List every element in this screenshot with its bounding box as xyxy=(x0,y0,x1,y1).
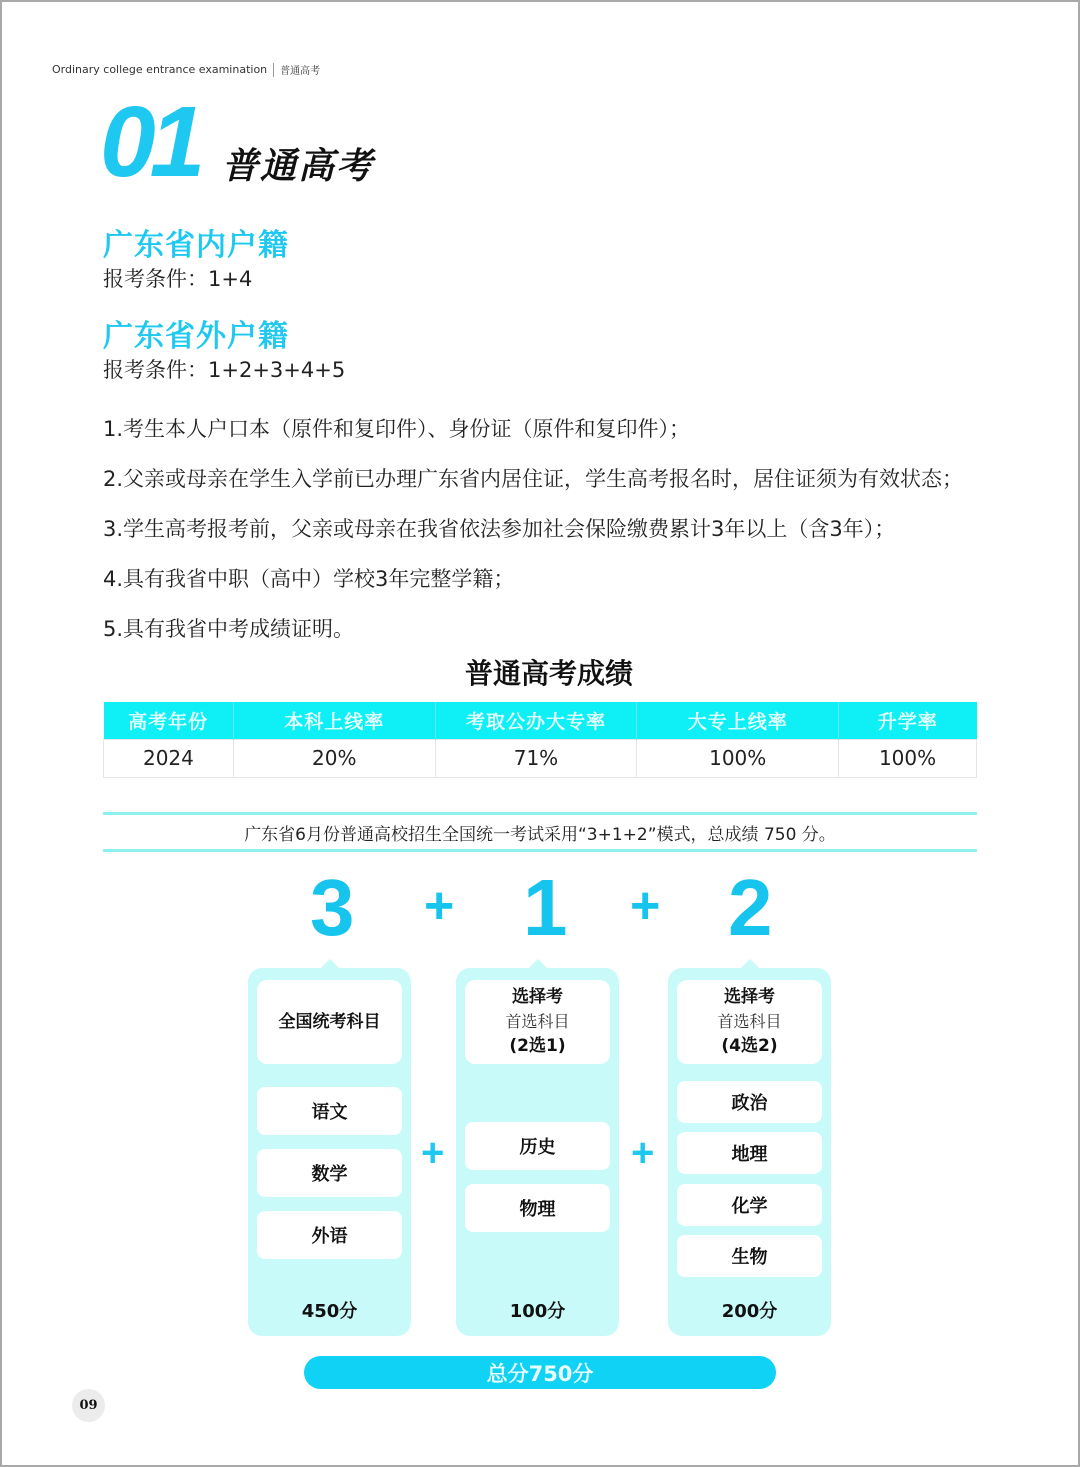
plus-icon: + xyxy=(631,1131,655,1175)
running-head-divider xyxy=(273,63,274,77)
cell-undergrad-rate: 20% xyxy=(233,739,435,777)
subject-chemistry: 化学 xyxy=(677,1184,822,1226)
running-head-chinese: 普通高考 xyxy=(280,66,321,77)
column-head-subtitle: 首选科目 xyxy=(717,1012,782,1031)
chapter-title: 普通高考 xyxy=(222,146,375,187)
section-heading-local-hukou: 广东省内户籍 xyxy=(103,228,289,263)
formula-plus-icon: + xyxy=(630,877,661,935)
cell-college-rate: 100% xyxy=(637,739,839,777)
total-score-bar xyxy=(304,1356,776,1389)
requirement-item: 2.父亲或母亲在学生入学前已办理广东省内居住证，学生高考报名时，居住证须为有效状态； xyxy=(103,467,964,491)
formula-digit-1: 1 xyxy=(523,863,568,952)
table-row xyxy=(104,739,977,777)
subject-foreign-language: 外语 xyxy=(257,1211,402,1259)
header-college-rate: 大专上线率 xyxy=(637,702,839,739)
subject-history: 历史 xyxy=(465,1122,610,1170)
column-score: 100分 xyxy=(509,1301,566,1322)
exam-mode-text: 广东省6月份普通高校招生全国统一考试采用“3+1+2”模式，总成绩 750 分。 xyxy=(244,824,836,845)
header-undergrad-rate: 本科上线率 xyxy=(233,702,435,739)
subject-biology: 生物 xyxy=(677,1235,822,1277)
header-exam-year: 高考年份 xyxy=(104,702,234,739)
column-score: 200分 xyxy=(721,1301,778,1322)
scores-table-title: 普通高考成绩 xyxy=(464,657,633,690)
running-head-english: Ordinary college entrance examination xyxy=(52,63,268,76)
cell-year: 2024 xyxy=(104,739,234,777)
plus-icon: + xyxy=(421,1131,445,1175)
column-head-card xyxy=(677,980,822,1064)
header-public-college-rate: 考取公办大专率 xyxy=(435,702,637,739)
column-head-card xyxy=(257,980,402,1064)
subject-physics: 物理 xyxy=(465,1184,610,1232)
column-national-subjects xyxy=(248,968,411,1336)
column-head-title: 全国统考科目 xyxy=(278,1011,381,1032)
column-head-title: 选择考 xyxy=(724,987,775,1007)
requirement-item: 3.学生高考报考前，父亲或母亲在我省依法参加社会保险缴费累计3年以上（含3年）； xyxy=(103,517,896,541)
scores-table xyxy=(103,702,977,778)
subject-politics: 政治 xyxy=(677,1081,822,1123)
header-admission-rate: 升学率 xyxy=(839,702,977,739)
formula-digit-2: 2 xyxy=(728,863,773,952)
page-number-badge xyxy=(72,1389,105,1422)
requirement-item: 4.具有我省中职（高中）学校3年完整学籍； xyxy=(103,567,515,591)
column-head-card xyxy=(465,980,610,1064)
chapter-number: 01 xyxy=(100,86,200,198)
section-condition-nonlocal-hukou: 报考条件：1+2+3+4+5 xyxy=(103,358,346,382)
page-number: 09 xyxy=(79,1398,98,1413)
section-condition-local-hukou: 报考条件：1+4 xyxy=(103,267,253,291)
subject-math: 数学 xyxy=(257,1149,402,1197)
column-head-title: 选择考 xyxy=(512,987,563,1007)
cell-public-college-rate: 71% xyxy=(435,739,637,777)
subject-geography: 地理 xyxy=(677,1132,822,1174)
subject-chinese: 语文 xyxy=(257,1087,402,1135)
running-head xyxy=(52,62,320,77)
column-second-choice xyxy=(668,968,831,1336)
column-head-subtitle: 首选科目 xyxy=(505,1012,570,1031)
column-score: 450分 xyxy=(301,1301,358,1322)
column-head-note: (4选2) xyxy=(721,1036,778,1056)
column-first-choice xyxy=(456,968,619,1336)
formula-plus-icon: + xyxy=(424,877,455,935)
cell-admission-rate: 100% xyxy=(839,739,977,777)
table-header-row xyxy=(104,702,977,739)
requirement-item: 1.考生本人户口本（原件和复印件）、身份证（原件和复印件）； xyxy=(103,417,691,441)
total-score-text: 总分750分 xyxy=(486,1361,594,1386)
requirements-list xyxy=(103,413,1003,663)
column-head-note: (2选1) xyxy=(509,1036,566,1056)
section-heading-nonlocal-hukou: 广东省外户籍 xyxy=(103,319,289,354)
formula-digit-3: 3 xyxy=(310,863,355,952)
requirement-item: 5.具有我省中考成绩证明。 xyxy=(103,617,355,641)
exam-mode-banner xyxy=(103,812,977,852)
